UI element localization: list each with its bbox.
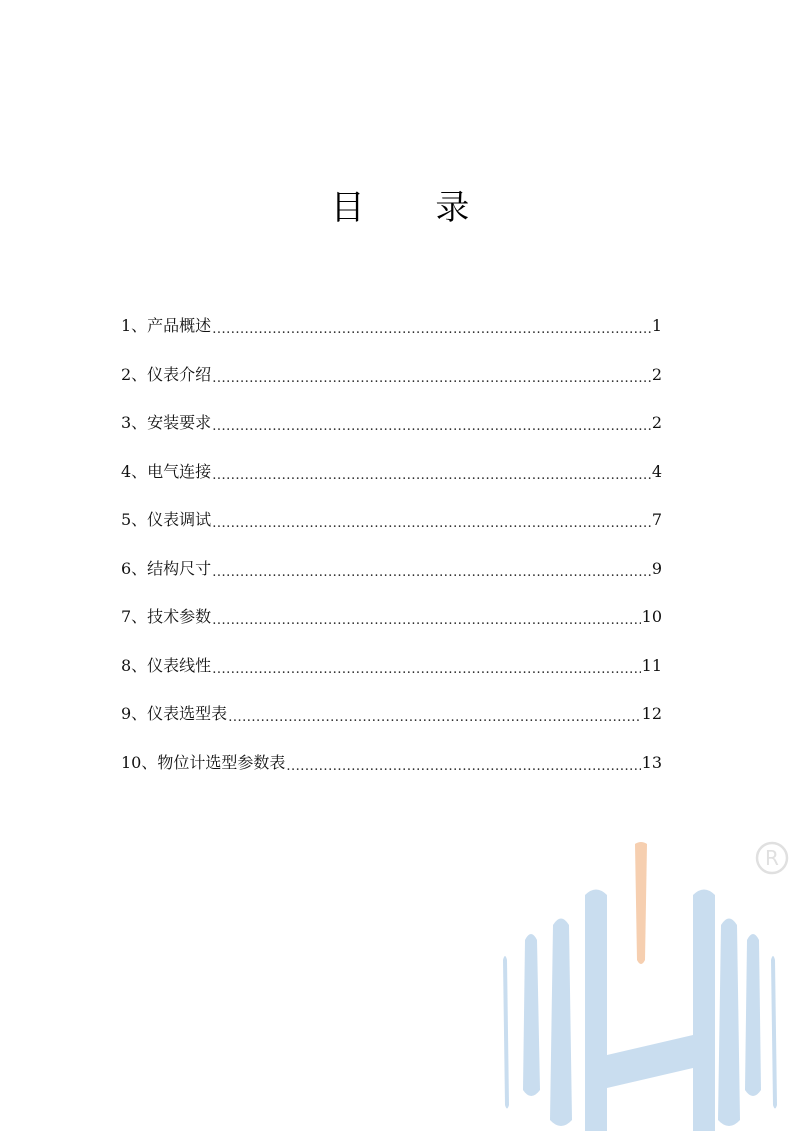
- toc-leader-dots: [212, 508, 651, 528]
- toc-page-number: 11: [641, 655, 662, 675]
- toc-page-number: 9: [651, 558, 662, 578]
- toc-entry-label: 8、仪表线性: [121, 655, 212, 675]
- toc-leader-dots: [212, 314, 651, 334]
- toc-leader-dots: [212, 460, 651, 480]
- toc-entry-1[interactable]: [121, 312, 662, 361]
- toc-leader-dots: [212, 411, 651, 431]
- toc-entry-6[interactable]: [121, 555, 662, 604]
- toc-leader-dots: [212, 557, 651, 577]
- toc-page-number: 2: [651, 364, 662, 384]
- toc-page-number: 7: [651, 510, 662, 529]
- toc-page-number: 4: [651, 461, 662, 481]
- toc-leader-dots: [286, 751, 640, 771]
- toc-entry-7[interactable]: [121, 603, 662, 652]
- toc-entry-8[interactable]: [121, 652, 662, 701]
- toc-entry-label: 9、仪表选型表: [121, 704, 228, 723]
- toc-entry-label: 1、产品概述: [121, 316, 212, 335]
- toc-page-number: 1: [651, 316, 662, 335]
- toc-entry-4[interactable]: [121, 458, 662, 507]
- toc-leader-dots: [212, 363, 651, 383]
- toc-page-number: 12: [641, 704, 662, 723]
- toc-entry-label: 7、技术参数: [121, 607, 212, 626]
- toc-entry-label: 10、物位计选型参数表: [121, 752, 286, 772]
- toc-entry-label: 5、仪表调试: [121, 510, 212, 529]
- toc-entry-3[interactable]: [121, 409, 662, 458]
- toc-leader-dots: [212, 605, 640, 625]
- toc-entry-label: 3、安装要求: [121, 413, 212, 432]
- svg-text:R: R: [765, 846, 779, 870]
- toc-entry-9[interactable]: [121, 700, 662, 749]
- brand-logo-icon: [495, 840, 795, 1131]
- toc-entry-label: 6、结构尺寸: [121, 558, 212, 578]
- toc-entry-label: 4、电气连接: [121, 461, 212, 481]
- toc-page-number: 10: [641, 607, 662, 626]
- toc-entry-2[interactable]: [121, 361, 662, 410]
- toc-leader-dots: [212, 654, 640, 674]
- toc-entry-label: 2、仪表介绍: [121, 364, 212, 384]
- toc-leader-dots: [228, 702, 640, 722]
- toc-page-number: 2: [651, 413, 662, 432]
- table-of-contents: [121, 312, 662, 797]
- page-title: 目 录: [330, 188, 500, 228]
- toc-entry-5[interactable]: [121, 506, 662, 555]
- toc-entry-10[interactable]: [121, 749, 662, 798]
- toc-page-number: 13: [641, 752, 662, 772]
